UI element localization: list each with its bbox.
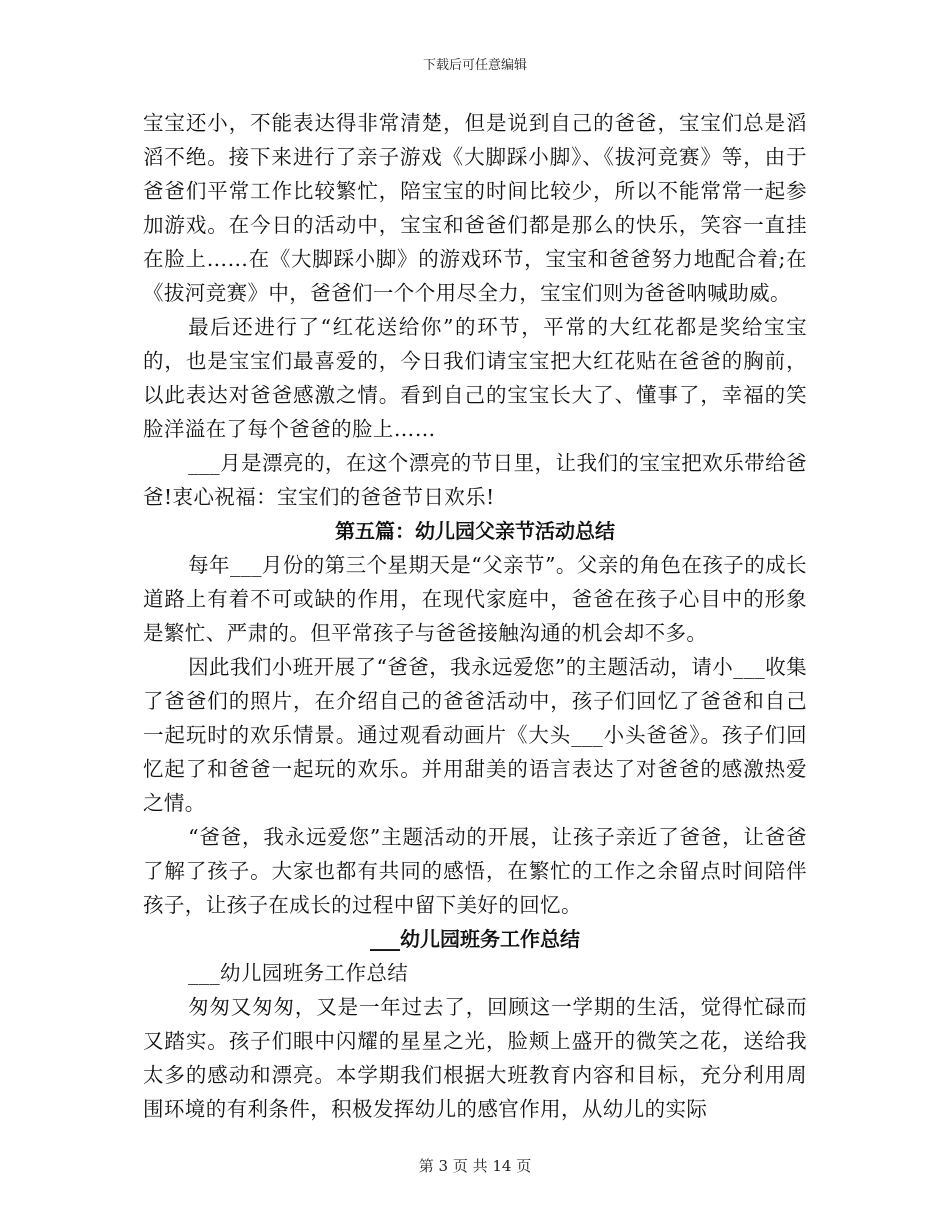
paragraph: 最后还进行了“红花送给你”的环节，平常的大红花都是奖给宝宝的，也是宝宝们最喜爱的，今日我们请宝宝把大红花贴在爸爸的胸前，以此表达对爸爸感激之情。看到自己的宝宝长大了、懂事了，幸福的笑脸洋溢在了每个爸爸的脸上……	[143, 315, 807, 441]
page-number: 第 3 页 共 14 页	[418, 1157, 532, 1175]
paragraph: “爸爸，我永远爱您”主题活动的开展，让孩子亲近了爸爸，让爸爸了解了孩子。大家也都有共同的感悟，在繁忙的工作之余留点时间陪伴孩子，让孩子在成长的过程中留下美好的回忆。	[143, 825, 807, 917]
section-heading: 第五篇：幼儿园父亲节活动总结	[335, 519, 615, 543]
paragraph: 每年___月份的第三个星期天是“父亲节”。父亲的角色在孩子的成长道路上有着不可或缺的作用，在现代家庭中，爸爸在孩子心目中的形象是繁忙、严肃的。但平常孩子与爸爸接触沟通的机会却不多。	[143, 553, 807, 645]
paragraph: 因此我们小班开展了“爸爸，我永远爱您”的主题活动，请小___收集了爸爸们的照片，在介绍自己的爸爸活动中，孩子们回忆了爸爸和自己一起玩时的欢乐情景。通过观看动画片《大头___小头爸爸》。孩子们回忆起了和爸爸一起玩的欢乐。并用甜美的语言表达了对爸爸的感激热爱之情。	[143, 655, 807, 815]
subtitle-line: ___幼儿园班务工作总结	[188, 961, 409, 985]
section-heading: ___幼儿园班务工作总结	[370, 927, 580, 951]
page-header: 下载后可任意编辑	[422, 58, 527, 73]
paragraph: ___月是漂亮的，在这个漂亮的节日里，让我们的宝宝把欢乐带给爸爸!衷心祝福：宝宝们的爸爸节日欢乐!	[143, 451, 807, 509]
paragraph: 宝宝还小，不能表达得非常清楚，但是说到自己的爸爸，宝宝们总是滔滔不绝。接下来进行了亲子游戏《大脚踩小脚》、《拔河竞赛》等，由于爸爸们平常工作比较繁忙，陪宝宝的时间比较少，所以不能常常一起参加游戏。在今日的活动中，宝宝和爸爸们都是那么的快乐，笑容一直挂在脸上……在《大脚踩小脚》的游戏环节，宝宝和爸爸努力地配合着;在《拔河竞赛》中，爸爸们一个个用尽全力，宝宝们则为爸爸呐喊助威。	[143, 111, 807, 305]
document-body	[143, 106, 807, 1126]
paragraph: 匆匆又匆匆，又是一年过去了，回顾这一学期的生活，觉得忙碌而又踏实。孩子们眼中闪耀的星星之光，脸颊上盛开的微笑之花，送给我太多的感动和漂亮。本学期我们根据大班教育内容和目标，充分利用周围环境的有利条件，积极发挥幼儿的感官作用，从幼儿的实际	[143, 995, 807, 1121]
